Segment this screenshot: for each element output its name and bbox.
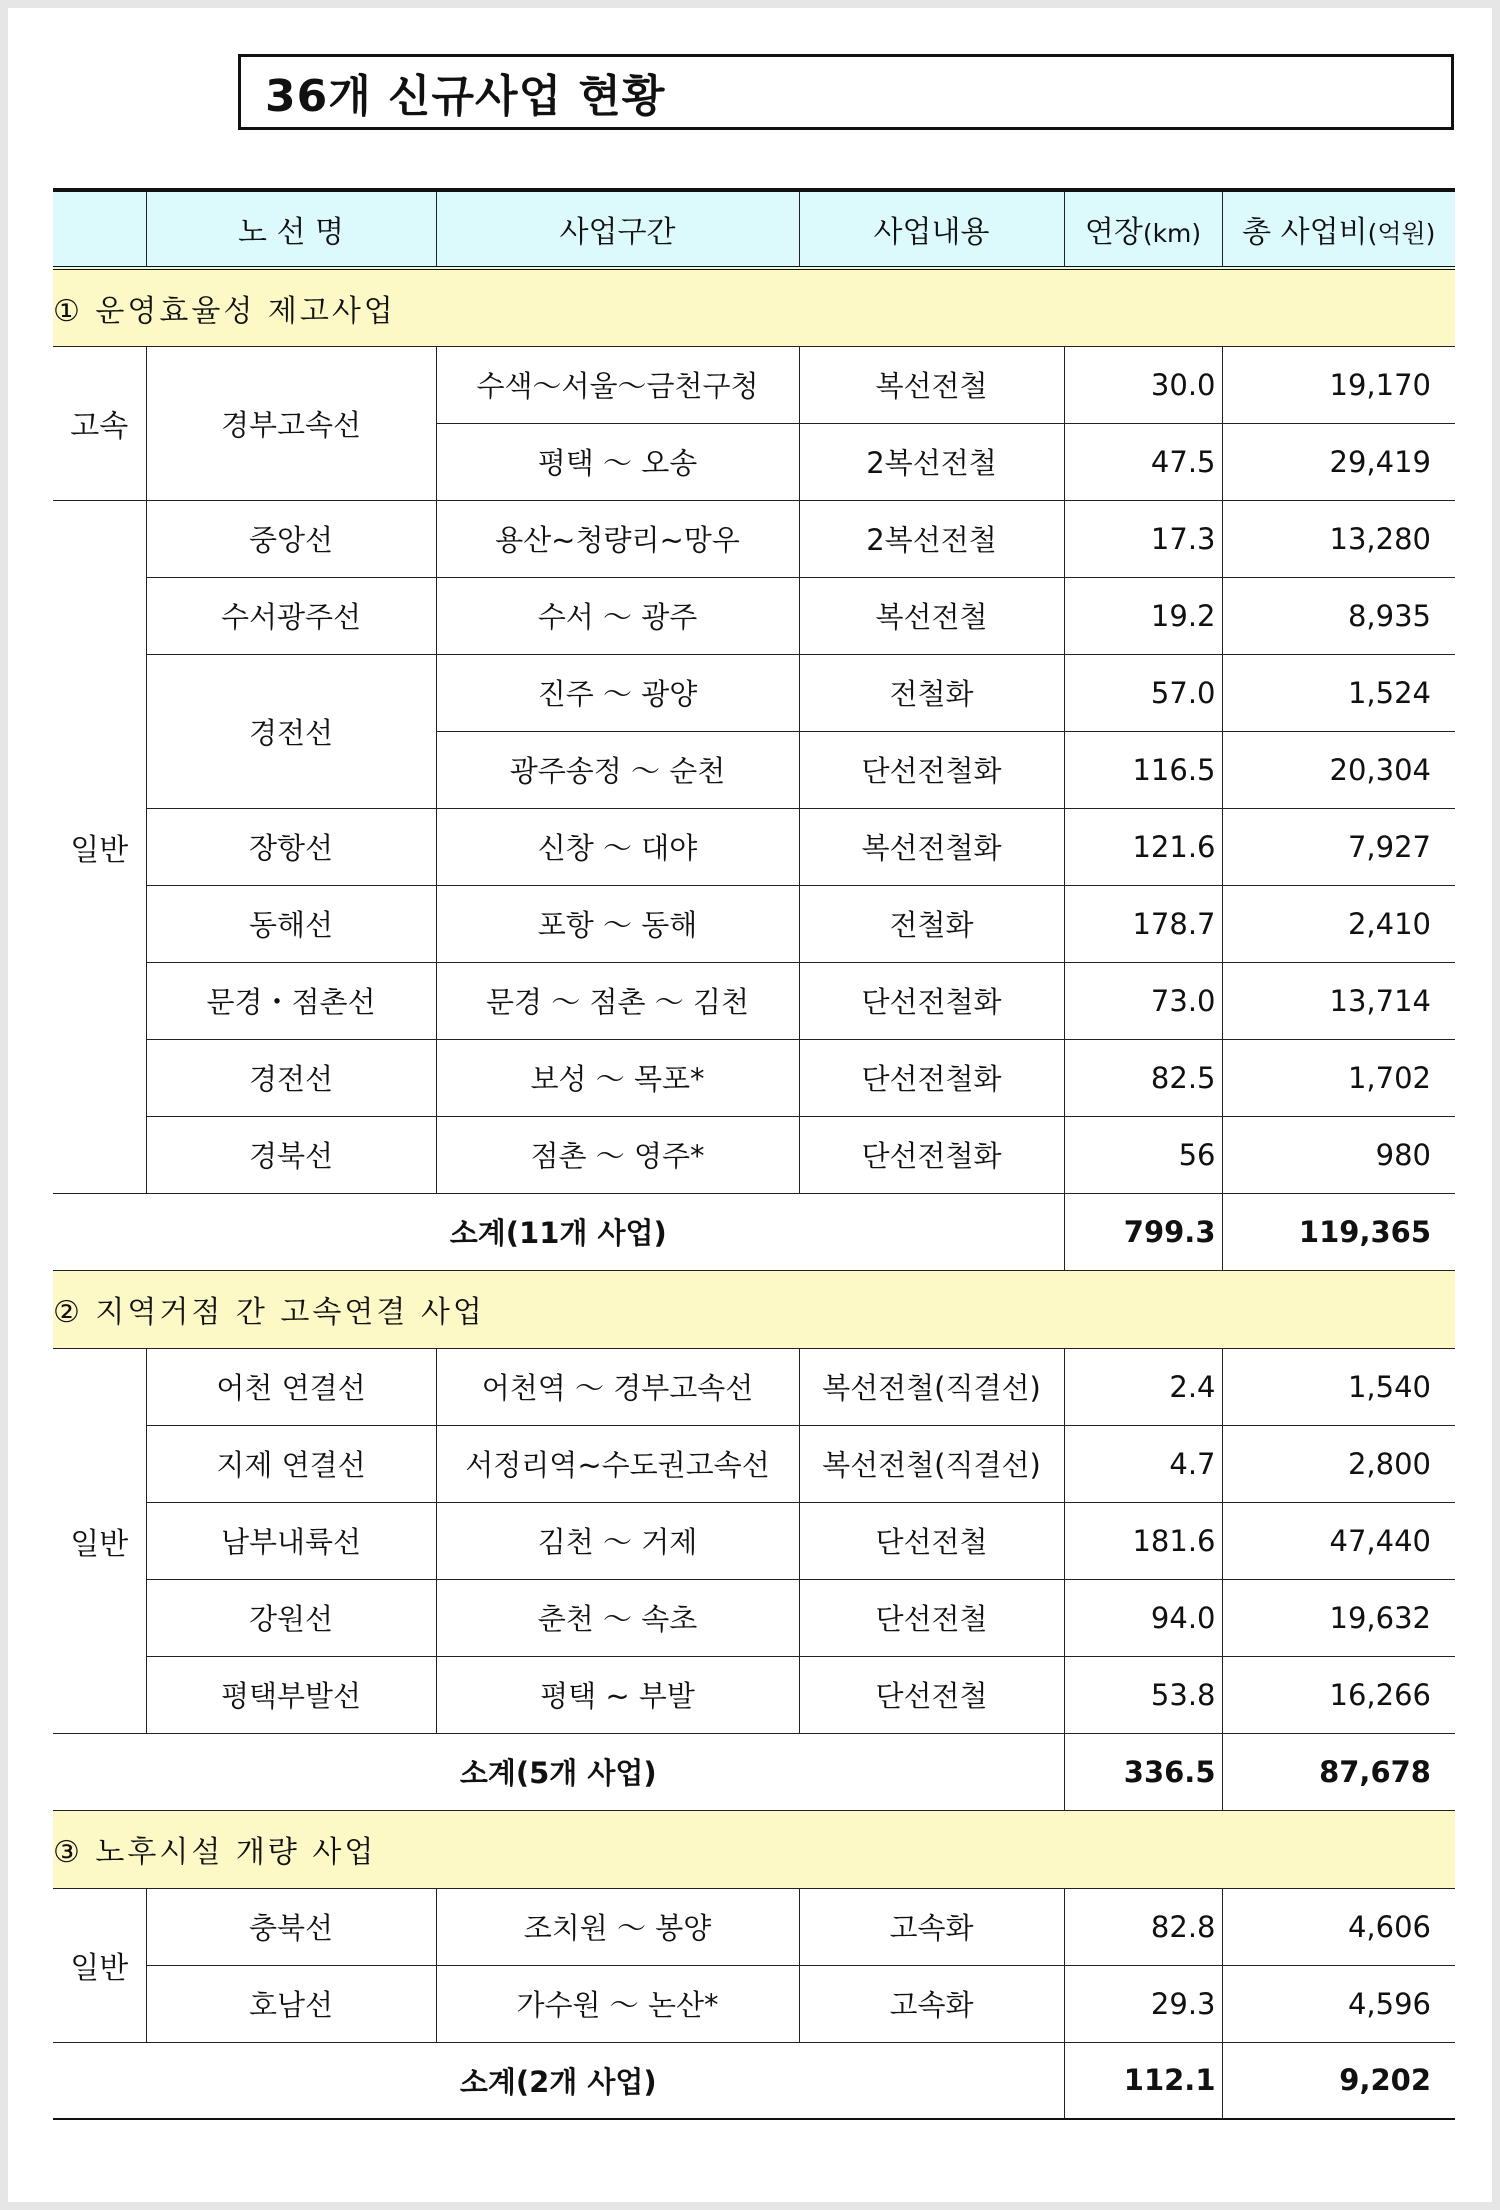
length-cell: 94.0	[1064, 1579, 1222, 1656]
project-table	[53, 188, 1455, 2120]
cost-cell: 4,606	[1222, 1888, 1455, 1965]
document-page	[8, 8, 1492, 2202]
section-cell: 포항 ～ 동해	[436, 885, 799, 962]
subtotal-length: 112.1	[1064, 2042, 1222, 2119]
table-row	[53, 885, 1455, 962]
length-cell: 121.6	[1064, 808, 1222, 885]
section-cell: 김천 ～ 거제	[436, 1502, 799, 1579]
cost-cell: 16,266	[1222, 1656, 1455, 1733]
section-cell: 광주송정 ～ 순천	[436, 731, 799, 808]
header-length: 연장(km)	[1064, 190, 1222, 268]
section-cell: 보성 ～ 목포*	[436, 1039, 799, 1116]
length-cell: 29.3	[1064, 1965, 1222, 2042]
section-cell: 어천역 ～ 경부고속선	[436, 1348, 799, 1425]
content-cell: 복선전철(직결선)	[799, 1348, 1064, 1425]
section-cell: 문경 ～ 점촌 ～ 김천	[436, 962, 799, 1039]
subtotal-label: 소계(11개 사업)	[53, 1193, 1064, 1270]
route-cell: 경북선	[146, 1116, 436, 1193]
route-cell: 동해선	[146, 885, 436, 962]
section-label: ② 지역거점 간 고속연결 사업	[53, 1270, 1455, 1348]
subtotal-row	[53, 2042, 1455, 2119]
subtotal-label: 소계(2개 사업)	[53, 2042, 1064, 2119]
content-cell: 복선전철(직결선)	[799, 1425, 1064, 1502]
section-cell: 서정리역~수도권고속선	[436, 1425, 799, 1502]
cost-cell: 2,800	[1222, 1425, 1455, 1502]
cost-cell: 1,524	[1222, 654, 1455, 731]
length-cell: 116.5	[1064, 731, 1222, 808]
route-cell: 경전선	[146, 654, 436, 808]
cost-cell: 19,170	[1222, 346, 1455, 423]
length-cell: 47.5	[1064, 423, 1222, 500]
section-header	[53, 1810, 1455, 1888]
subtotal-cost: 87,678	[1222, 1733, 1455, 1810]
header-cost: 총 사업비(억원)	[1222, 190, 1455, 268]
section-cell: 점촌 ～ 영주*	[436, 1116, 799, 1193]
length-cell: 19.2	[1064, 577, 1222, 654]
route-cell: 문경・점촌선	[146, 962, 436, 1039]
table-row	[53, 577, 1455, 654]
cost-cell: 4,596	[1222, 1965, 1455, 2042]
route-cell: 수서광주선	[146, 577, 436, 654]
table-row	[53, 1656, 1455, 1733]
table-row	[53, 808, 1455, 885]
cost-cell: 29,419	[1222, 423, 1455, 500]
length-cell: 53.8	[1064, 1656, 1222, 1733]
content-cell: 단선전철화	[799, 962, 1064, 1039]
content-cell: 고속화	[799, 1888, 1064, 1965]
length-cell: 17.3	[1064, 500, 1222, 577]
cost-cell: 13,714	[1222, 962, 1455, 1039]
route-cell: 평택부발선	[146, 1656, 436, 1733]
subtotal-cost: 119,365	[1222, 1193, 1455, 1270]
length-cell: 82.8	[1064, 1888, 1222, 1965]
length-cell: 181.6	[1064, 1502, 1222, 1579]
subtotal-row	[53, 1733, 1455, 1810]
category-cell: 고속	[53, 346, 146, 500]
length-cell: 73.0	[1064, 962, 1222, 1039]
content-cell: 단선전철	[799, 1579, 1064, 1656]
route-cell: 호남선	[146, 1965, 436, 2042]
section-cell: 용산~청량리~망우	[436, 500, 799, 577]
section-header	[53, 268, 1455, 346]
category-cell: 일반	[53, 1888, 146, 2042]
route-cell: 중앙선	[146, 500, 436, 577]
length-cell: 4.7	[1064, 1425, 1222, 1502]
table-row	[53, 1579, 1455, 1656]
content-cell: 2복선전철	[799, 423, 1064, 500]
table-row	[53, 1425, 1455, 1502]
content-cell: 단선전철화	[799, 731, 1064, 808]
route-cell: 장항선	[146, 808, 436, 885]
section-cell: 진주 ～ 광양	[436, 654, 799, 731]
table-row	[53, 500, 1455, 577]
subtotal-length: 336.5	[1064, 1733, 1222, 1810]
section-label: ① 운영효율성 제고사업	[53, 268, 1455, 346]
route-cell: 경부고속선	[146, 346, 436, 500]
cost-cell: 7,927	[1222, 808, 1455, 885]
content-cell: 전철화	[799, 885, 1064, 962]
content-cell: 복선전철	[799, 577, 1064, 654]
section-cell: 수색～서울～금천구청	[436, 346, 799, 423]
cost-cell: 47,440	[1222, 1502, 1455, 1579]
table-row	[53, 346, 1455, 423]
table-row	[53, 1502, 1455, 1579]
section-label: ③ 노후시설 개량 사업	[53, 1810, 1455, 1888]
section-cell: 가수원 ～ 논산*	[436, 1965, 799, 2042]
cost-cell: 1,702	[1222, 1039, 1455, 1116]
length-cell: 30.0	[1064, 346, 1222, 423]
route-cell: 남부내륙선	[146, 1502, 436, 1579]
page-title: 36개 신규사업 현황	[238, 54, 1454, 130]
route-cell: 강원선	[146, 1579, 436, 1656]
cost-cell: 8,935	[1222, 577, 1455, 654]
cost-cell: 13,280	[1222, 500, 1455, 577]
header-section: 사업구간	[436, 190, 799, 268]
cost-cell: 980	[1222, 1116, 1455, 1193]
section-cell: 평택 ～ 오송	[436, 423, 799, 500]
category-cell: 일반	[53, 500, 146, 1193]
route-cell: 어천 연결선	[146, 1348, 436, 1425]
length-cell: 57.0	[1064, 654, 1222, 731]
subtotal-row	[53, 1193, 1455, 1270]
length-cell: 2.4	[1064, 1348, 1222, 1425]
section-cell: 평택 ~ 부발	[436, 1656, 799, 1733]
subtotal-label: 소계(5개 사업)	[53, 1733, 1064, 1810]
route-cell: 충북선	[146, 1888, 436, 1965]
table-row	[53, 1888, 1455, 1965]
length-cell: 178.7	[1064, 885, 1222, 962]
table-row	[53, 1348, 1455, 1425]
content-cell: 단선전철	[799, 1502, 1064, 1579]
section-header	[53, 1270, 1455, 1348]
subtotal-cost: 9,202	[1222, 2042, 1455, 2119]
content-cell: 복선전철화	[799, 808, 1064, 885]
route-cell: 경전선	[146, 1039, 436, 1116]
length-cell: 56	[1064, 1116, 1222, 1193]
header-category	[53, 190, 146, 268]
table-row	[53, 654, 1455, 731]
content-cell: 고속화	[799, 1965, 1064, 2042]
table-row	[53, 1965, 1455, 2042]
cost-cell: 2,410	[1222, 885, 1455, 962]
section-cell: 수서 ～ 광주	[436, 577, 799, 654]
table-row	[53, 962, 1455, 1039]
content-cell: 단선전철	[799, 1656, 1064, 1733]
subtotal-length: 799.3	[1064, 1193, 1222, 1270]
cost-cell: 20,304	[1222, 731, 1455, 808]
content-cell: 전철화	[799, 654, 1064, 731]
section-cell: 조치원 ～ 봉양	[436, 1888, 799, 1965]
table-header-row	[53, 190, 1455, 268]
header-route: 노 선 명	[146, 190, 436, 268]
content-cell: 2복선전철	[799, 500, 1064, 577]
content-cell: 단선전철화	[799, 1116, 1064, 1193]
table-row	[53, 1039, 1455, 1116]
section-cell: 신창 ～ 대야	[436, 808, 799, 885]
category-cell: 일반	[53, 1348, 146, 1733]
cost-cell: 19,632	[1222, 1579, 1455, 1656]
content-cell: 단선전철화	[799, 1039, 1064, 1116]
cost-cell: 1,540	[1222, 1348, 1455, 1425]
table-row	[53, 1116, 1455, 1193]
length-cell: 82.5	[1064, 1039, 1222, 1116]
route-cell: 지제 연결선	[146, 1425, 436, 1502]
header-content: 사업내용	[799, 190, 1064, 268]
content-cell: 복선전철	[799, 346, 1064, 423]
section-cell: 춘천 ～ 속초	[436, 1579, 799, 1656]
